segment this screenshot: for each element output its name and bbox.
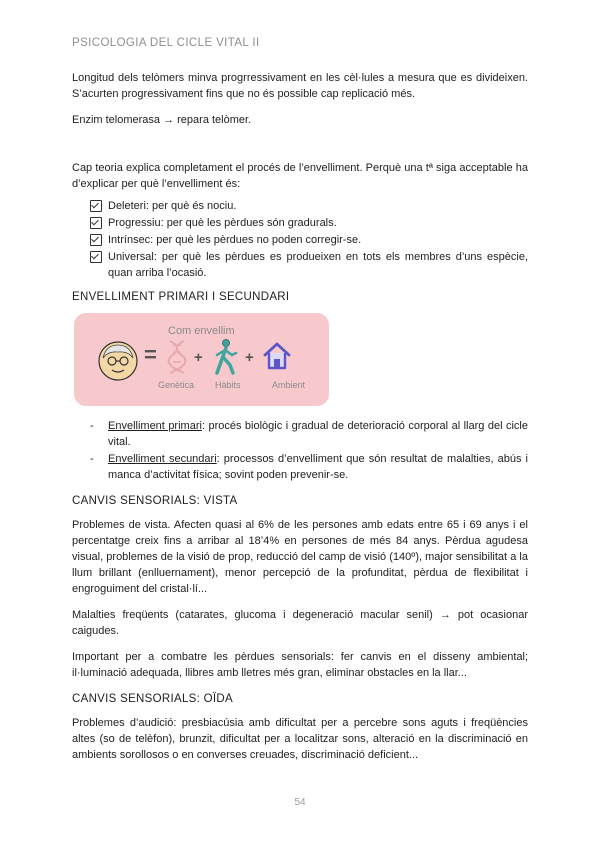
checkbox-icon bbox=[90, 234, 102, 246]
list-item bbox=[90, 418, 528, 450]
list-item-text: Deleteri: per què és nociu. bbox=[108, 200, 237, 212]
list-item bbox=[90, 232, 528, 248]
checkbox-icon bbox=[90, 217, 102, 229]
infographic-title: Com envellim bbox=[168, 325, 235, 337]
label-habits: Hàbits bbox=[215, 380, 241, 390]
elderly-face-icon bbox=[98, 341, 138, 381]
definition-primary: : procés biològic i gradual de deterioració corporal al llarg del cicle vital. bbox=[108, 420, 528, 448]
paragraph-diseases: Malalties freqüents (catarates, glucoma i degeneració macular senil) → pot ocasionar caigudes. bbox=[72, 609, 528, 637]
list-item-text: Universal: per què les pèrdues es produeixen en tots els membres d’uns espècie, quan arriba l’ocasió. bbox=[108, 251, 528, 279]
checkbox-icon bbox=[90, 251, 102, 263]
dash-bullet: - bbox=[90, 420, 94, 432]
list-item bbox=[90, 249, 528, 281]
list-item bbox=[90, 451, 528, 483]
paragraph-telomers: Longitud dels telòmers minva progrressivament en les cèl·lules a mesura que es divideixen. S’acurten progressivament fins que no és possible cap replicació més. bbox=[72, 72, 528, 100]
walking-person-icon bbox=[211, 339, 239, 375]
paragraph-hearing-problems: Problemes d’audició: presbiacúsia amb dificultat per a percebre sons aguts i freqüències altes (so de telèfon), brunzit, dificultat per a localitzar sons, alteració en la discriminació en ambients sorollosos o en converses creuades, discriminació deficient... bbox=[72, 717, 528, 761]
house-icon bbox=[262, 341, 292, 371]
section-heading-hearing: CANVIS SENSORIALS: OÏDA bbox=[72, 693, 233, 705]
paragraph-vision-problems: Problemes de vista. Afecten quasi al 6% de les persones amb edats entre 65 i 69 anys i el percentatge creix fins a arribar al 18’4% en persones de més 84 anys. Pèrdua agudesa visual, problemes de la visió de prop, reducció del camp de visió (140º), major sensibilitat a la llum brillant (enlluernament), menor percepció de la profunditat, pèrdua de flexibilitat i engroguiment del cristal·lí... bbox=[72, 519, 528, 595]
page-content bbox=[72, 70, 528, 763]
checkbox-icon bbox=[90, 200, 102, 212]
section-heading-vision: CANVIS SENSORIALS: VISTA bbox=[72, 495, 238, 507]
plus-sign: + bbox=[245, 349, 254, 366]
list-item bbox=[90, 215, 528, 231]
list-item bbox=[90, 198, 528, 214]
list-item-text: Progressiu: per què les pèrdues són gradurals. bbox=[108, 217, 337, 229]
paragraph-theory: Cap teoria explica completament el procés de l’envelliment. Perquè una tª siga acceptable ha d’explicar per què l’envelliment és: bbox=[72, 162, 528, 190]
aging-infographic bbox=[74, 313, 329, 406]
plus-sign: + bbox=[194, 349, 203, 366]
running-header: PSICOLOGIA DEL CICLE VITAL II bbox=[72, 37, 260, 49]
page-number: 54 bbox=[294, 797, 306, 808]
term-secondary: Envelliment secundari bbox=[108, 453, 217, 465]
paragraph-telomerase: Enzim telomerasa → repara telòmer. bbox=[72, 114, 252, 126]
label-genetics: Genètica bbox=[158, 380, 195, 390]
paragraph-sensory-losses: Important per a combatre les pèrdues sensorials: fer canvis en el disseny ambiental; il·luminació adequada, llibres amb lletres més gran, eliminar obstacles en la llar... bbox=[72, 651, 528, 679]
aging-types-list bbox=[72, 418, 528, 483]
term-primary: Envelliment primari bbox=[108, 420, 202, 432]
list-item-text: Intrínsec: per què les pèrdues no poden corregir-se. bbox=[108, 234, 362, 246]
equals-sign: = bbox=[144, 342, 157, 367]
criteria-list bbox=[72, 198, 528, 281]
section-heading-aging: ENVELLIMENT PRIMARI I SECUNDARI bbox=[72, 291, 290, 303]
definition-secondary: : processos d’envelliment que són resultat de malalties, abús i manca d’activitat física; sovint poden prevenir-se. bbox=[108, 453, 528, 481]
dash-bullet: - bbox=[90, 453, 94, 465]
label-environment: Ambient bbox=[272, 380, 306, 390]
dna-icon bbox=[166, 339, 188, 375]
